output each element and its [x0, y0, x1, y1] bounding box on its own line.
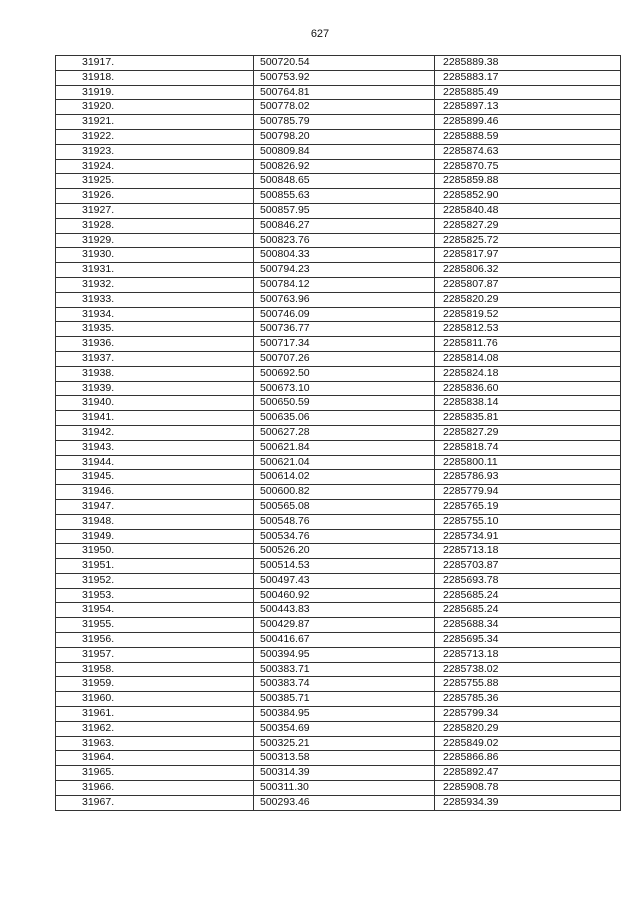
x-coordinate-cell: 500650.59 [254, 396, 435, 411]
y-coordinate-cell: 2285807.87 [435, 277, 621, 292]
y-coordinate-cell: 2285713.18 [435, 544, 621, 559]
table-row [56, 485, 621, 500]
table-row [56, 736, 621, 751]
point-number-cell: 31941. [56, 411, 254, 426]
point-number-cell: 31955. [56, 618, 254, 633]
y-coordinate-cell: 2285685.24 [435, 603, 621, 618]
y-coordinate-cell: 2285883.17 [435, 70, 621, 85]
table-row [56, 70, 621, 85]
table-row [56, 588, 621, 603]
table-row [56, 129, 621, 144]
point-number-cell: 31917. [56, 56, 254, 71]
x-coordinate-cell: 500673.10 [254, 381, 435, 396]
point-number-cell: 31950. [56, 544, 254, 559]
x-coordinate-cell: 500514.53 [254, 559, 435, 574]
table-row [56, 381, 621, 396]
table-row [56, 396, 621, 411]
y-coordinate-cell: 2285786.93 [435, 470, 621, 485]
point-number-cell: 31946. [56, 485, 254, 500]
table-row [56, 544, 621, 559]
table-row [56, 470, 621, 485]
y-coordinate-cell: 2285688.34 [435, 618, 621, 633]
point-number-cell: 31947. [56, 499, 254, 514]
x-coordinate-cell: 500784.12 [254, 277, 435, 292]
table-row [56, 174, 621, 189]
x-coordinate-cell: 500720.54 [254, 56, 435, 71]
point-number-cell: 31935. [56, 322, 254, 337]
table-row [56, 233, 621, 248]
x-coordinate-cell: 500313.58 [254, 751, 435, 766]
point-number-cell: 31933. [56, 292, 254, 307]
table-row [56, 499, 621, 514]
table-row [56, 795, 621, 810]
point-number-cell: 31921. [56, 115, 254, 130]
point-number-cell: 31928. [56, 218, 254, 233]
point-number-cell: 31938. [56, 366, 254, 381]
point-number-cell: 31942. [56, 425, 254, 440]
x-coordinate-cell: 500416.67 [254, 633, 435, 648]
table-row [56, 322, 621, 337]
x-coordinate-cell: 500826.92 [254, 159, 435, 174]
table-row [56, 337, 621, 352]
point-number-cell: 31931. [56, 263, 254, 278]
x-coordinate-cell: 500600.82 [254, 485, 435, 500]
table-row [56, 677, 621, 692]
y-coordinate-cell: 2285820.29 [435, 292, 621, 307]
table-row [56, 263, 621, 278]
table-row [56, 633, 621, 648]
table-row [56, 559, 621, 574]
x-coordinate-cell: 500394.95 [254, 647, 435, 662]
x-coordinate-cell: 500325.21 [254, 736, 435, 751]
y-coordinate-cell: 2285685.24 [435, 588, 621, 603]
y-coordinate-cell: 2285824.18 [435, 366, 621, 381]
point-number-cell: 31967. [56, 795, 254, 810]
y-coordinate-cell: 2285812.53 [435, 322, 621, 337]
x-coordinate-cell: 500717.34 [254, 337, 435, 352]
y-coordinate-cell: 2285811.76 [435, 337, 621, 352]
x-coordinate-cell: 500526.20 [254, 544, 435, 559]
y-coordinate-cell: 2285852.90 [435, 189, 621, 204]
y-coordinate-cell: 2285825.72 [435, 233, 621, 248]
y-coordinate-cell: 2285892.47 [435, 766, 621, 781]
x-coordinate-cell: 500497.43 [254, 573, 435, 588]
table-row [56, 573, 621, 588]
point-number-cell: 31954. [56, 603, 254, 618]
table-row [56, 218, 621, 233]
y-coordinate-cell: 2285819.52 [435, 307, 621, 322]
point-number-cell: 31949. [56, 529, 254, 544]
table-row [56, 85, 621, 100]
table-row [56, 618, 621, 633]
x-coordinate-cell: 500548.76 [254, 514, 435, 529]
y-coordinate-cell: 2285897.13 [435, 100, 621, 115]
y-coordinate-cell: 2285885.49 [435, 85, 621, 100]
point-number-cell: 31939. [56, 381, 254, 396]
x-coordinate-cell: 500692.50 [254, 366, 435, 381]
y-coordinate-cell: 2285827.29 [435, 218, 621, 233]
x-coordinate-cell: 500384.95 [254, 707, 435, 722]
x-coordinate-cell: 500314.39 [254, 766, 435, 781]
table-row [56, 751, 621, 766]
y-coordinate-cell: 2285836.60 [435, 381, 621, 396]
x-coordinate-cell: 500614.02 [254, 470, 435, 485]
point-number-cell: 31932. [56, 277, 254, 292]
y-coordinate-cell: 2285827.29 [435, 425, 621, 440]
point-number-cell: 31951. [56, 559, 254, 574]
y-coordinate-cell: 2285874.63 [435, 144, 621, 159]
x-coordinate-cell: 500823.76 [254, 233, 435, 248]
table-row [56, 248, 621, 263]
x-coordinate-cell: 500855.63 [254, 189, 435, 204]
point-number-cell: 31964. [56, 751, 254, 766]
y-coordinate-cell: 2285695.34 [435, 633, 621, 648]
x-coordinate-cell: 500383.71 [254, 662, 435, 677]
point-number-cell: 31961. [56, 707, 254, 722]
y-coordinate-cell: 2285817.97 [435, 248, 621, 263]
y-coordinate-cell: 2285838.14 [435, 396, 621, 411]
table-row [56, 440, 621, 455]
table-row [56, 692, 621, 707]
point-number-cell: 31927. [56, 203, 254, 218]
x-coordinate-cell: 500804.33 [254, 248, 435, 263]
x-coordinate-cell: 500311.30 [254, 781, 435, 796]
coordinates-table [55, 55, 621, 811]
table-row [56, 56, 621, 71]
x-coordinate-cell: 500848.65 [254, 174, 435, 189]
x-coordinate-cell: 500736.77 [254, 322, 435, 337]
x-coordinate-cell: 500794.23 [254, 263, 435, 278]
y-coordinate-cell: 2285806.32 [435, 263, 621, 278]
x-coordinate-cell: 500707.26 [254, 351, 435, 366]
y-coordinate-cell: 2285703.87 [435, 559, 621, 574]
y-coordinate-cell: 2285785.36 [435, 692, 621, 707]
table-row [56, 292, 621, 307]
point-number-cell: 31958. [56, 662, 254, 677]
point-number-cell: 31966. [56, 781, 254, 796]
point-number-cell: 31924. [56, 159, 254, 174]
table-row [56, 647, 621, 662]
table-row [56, 662, 621, 677]
x-coordinate-cell: 500627.28 [254, 425, 435, 440]
point-number-cell: 31944. [56, 455, 254, 470]
table-row [56, 721, 621, 736]
point-number-cell: 31936. [56, 337, 254, 352]
x-coordinate-cell: 500383.74 [254, 677, 435, 692]
point-number-cell: 31926. [56, 189, 254, 204]
y-coordinate-cell: 2285799.34 [435, 707, 621, 722]
point-number-cell: 31922. [56, 129, 254, 144]
table-row [56, 100, 621, 115]
point-number-cell: 31965. [56, 766, 254, 781]
table-row [56, 425, 621, 440]
point-number-cell: 31919. [56, 85, 254, 100]
x-coordinate-cell: 500534.76 [254, 529, 435, 544]
y-coordinate-cell: 2285820.29 [435, 721, 621, 736]
table-row [56, 603, 621, 618]
y-coordinate-cell: 2285899.46 [435, 115, 621, 130]
y-coordinate-cell: 2285870.75 [435, 159, 621, 174]
x-coordinate-cell: 500429.87 [254, 618, 435, 633]
x-coordinate-cell: 500857.95 [254, 203, 435, 218]
table-row [56, 514, 621, 529]
x-coordinate-cell: 500778.02 [254, 100, 435, 115]
point-number-cell: 31945. [56, 470, 254, 485]
table-row [56, 115, 621, 130]
table-row [56, 203, 621, 218]
x-coordinate-cell: 500443.83 [254, 603, 435, 618]
y-coordinate-cell: 2285755.10 [435, 514, 621, 529]
point-number-cell: 31953. [56, 588, 254, 603]
y-coordinate-cell: 2285908.78 [435, 781, 621, 796]
table-row [56, 189, 621, 204]
point-number-cell: 31960. [56, 692, 254, 707]
y-coordinate-cell: 2285840.48 [435, 203, 621, 218]
y-coordinate-cell: 2285934.39 [435, 795, 621, 810]
y-coordinate-cell: 2285734.91 [435, 529, 621, 544]
point-number-cell: 31925. [56, 174, 254, 189]
x-coordinate-cell: 500846.27 [254, 218, 435, 233]
y-coordinate-cell: 2285693.78 [435, 573, 621, 588]
y-coordinate-cell: 2285859.88 [435, 174, 621, 189]
x-coordinate-cell: 500565.08 [254, 499, 435, 514]
x-coordinate-cell: 500798.20 [254, 129, 435, 144]
y-coordinate-cell: 2285888.59 [435, 129, 621, 144]
y-coordinate-cell: 2285835.81 [435, 411, 621, 426]
table-row [56, 277, 621, 292]
x-coordinate-cell: 500621.04 [254, 455, 435, 470]
x-coordinate-cell: 500293.46 [254, 795, 435, 810]
point-number-cell: 31959. [56, 677, 254, 692]
point-number-cell: 31952. [56, 573, 254, 588]
y-coordinate-cell: 2285738.02 [435, 662, 621, 677]
point-number-cell: 31957. [56, 647, 254, 662]
x-coordinate-cell: 500635.06 [254, 411, 435, 426]
x-coordinate-cell: 500764.81 [254, 85, 435, 100]
y-coordinate-cell: 2285818.74 [435, 440, 621, 455]
y-coordinate-cell: 2285755.88 [435, 677, 621, 692]
y-coordinate-cell: 2285713.18 [435, 647, 621, 662]
point-number-cell: 31929. [56, 233, 254, 248]
table-row [56, 351, 621, 366]
x-coordinate-cell: 500385.71 [254, 692, 435, 707]
table-row [56, 455, 621, 470]
x-coordinate-cell: 500460.92 [254, 588, 435, 603]
point-number-cell: 31940. [56, 396, 254, 411]
x-coordinate-cell: 500753.92 [254, 70, 435, 85]
y-coordinate-cell: 2285800.11 [435, 455, 621, 470]
point-number-cell: 31920. [56, 100, 254, 115]
point-number-cell: 31948. [56, 514, 254, 529]
x-coordinate-cell: 500809.84 [254, 144, 435, 159]
table-row [56, 529, 621, 544]
table-row [56, 707, 621, 722]
point-number-cell: 31943. [56, 440, 254, 455]
point-number-cell: 31962. [56, 721, 254, 736]
point-number-cell: 31934. [56, 307, 254, 322]
y-coordinate-cell: 2285779.94 [435, 485, 621, 500]
page-number: 627 [310, 28, 330, 40]
point-number-cell: 31963. [56, 736, 254, 751]
table-row [56, 307, 621, 322]
x-coordinate-cell: 500621.84 [254, 440, 435, 455]
x-coordinate-cell: 500785.79 [254, 115, 435, 130]
point-number-cell: 31956. [56, 633, 254, 648]
table-row [56, 411, 621, 426]
point-number-cell: 31923. [56, 144, 254, 159]
point-number-cell: 31930. [56, 248, 254, 263]
y-coordinate-cell: 2285866.86 [435, 751, 621, 766]
x-coordinate-cell: 500763.96 [254, 292, 435, 307]
y-coordinate-cell: 2285814.08 [435, 351, 621, 366]
coordinates-table-body [56, 56, 621, 811]
y-coordinate-cell: 2285889.38 [435, 56, 621, 71]
y-coordinate-cell: 2285765.19 [435, 499, 621, 514]
point-number-cell: 31918. [56, 70, 254, 85]
point-number-cell: 31937. [56, 351, 254, 366]
table-row [56, 766, 621, 781]
x-coordinate-cell: 500354.69 [254, 721, 435, 736]
x-coordinate-cell: 500746.09 [254, 307, 435, 322]
table-row [56, 144, 621, 159]
table-row [56, 366, 621, 381]
y-coordinate-cell: 2285849.02 [435, 736, 621, 751]
table-row [56, 781, 621, 796]
table-row [56, 159, 621, 174]
